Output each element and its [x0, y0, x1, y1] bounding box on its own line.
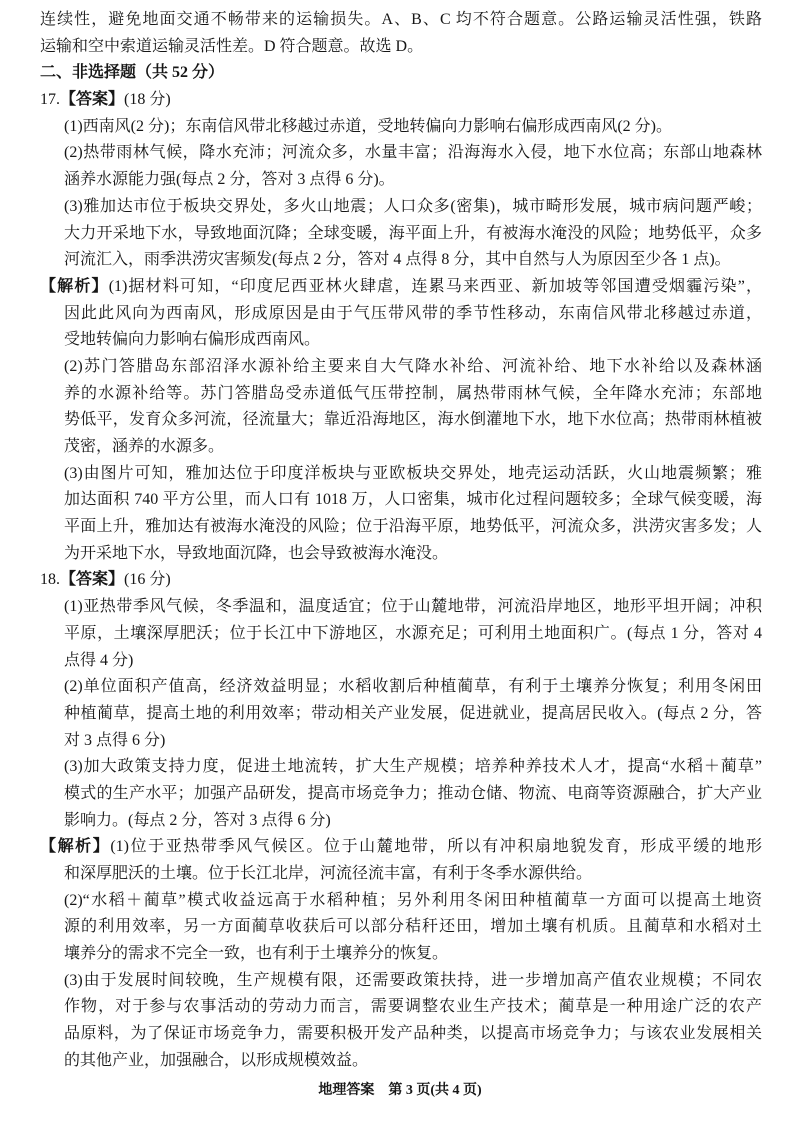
analysis-line: 茂密，涵养的水源多。 — [64, 438, 225, 455]
analysis-line: (3)由于发展时间较晚，生产规模有限，还需要政策扶持，进一步增加高产值农业规模；不同农 — [64, 971, 762, 989]
answer-part-3 — [0, 754, 800, 834]
analysis-line: 平面上升，雅加达有被海水淹没的风险；位于沿海平原，地势低平，河流众多，洪涝灾害多发；人 — [64, 518, 762, 536]
analysis-line: (3)由图片可知，雅加达位于印度洋板块与亚欧板块交界处，地壳运动活跃，火山地震频繁；雅 — [64, 464, 762, 482]
answer-line: (1)西南风(2 分)；东南信风带北移越过赤道，受地转偏向力影响右偏形成西南风(2 分)。 — [64, 117, 672, 135]
analysis-text: (1)据材料可知，“印度尼西亚林火肆虐，连累马来西亚、新加坡等邻国遭受烟霾污染”， — [108, 277, 762, 295]
answer-part-2 — [0, 140, 800, 193]
analysis-line: 品原料，为了保证市场竞争力，需要积极开发产品种类，以提高市场竞争力；与该农业发展相关 — [64, 1025, 762, 1043]
page-footer: 地理答案 第 3 页(共 4 页) — [318, 1083, 482, 1098]
analysis-part-1 — [0, 274, 800, 354]
analysis-line: 和深厚肥沃的土壤。位于长江北岸，河流径流丰富，有利于冬季水源供给。 — [64, 865, 593, 882]
analysis-line: 为开采地下水，导致地面沉降，也会导致被海水淹没。 — [64, 544, 449, 562]
answer-line: 对 3 点得 6 分) — [64, 731, 166, 749]
analysis-line: 因此此风向为西南风，形成原因是由于气压带风带的季节性移动，东南信风带北移越过赤道， — [64, 304, 762, 322]
answer-line: 平原，土壤深厚肥沃；位于长江中下游地区，水源充足；可利用土地面积广。(每点 1 分，答对 4 — [64, 624, 762, 642]
analysis-line — [40, 274, 762, 301]
analysis-line: 养的水源补给等。苏门答腊岛受赤道低气压带控制，属热带雨林气候，全年降水充沛；东部地 — [64, 384, 762, 402]
analysis-part-3 — [0, 461, 800, 568]
analysis-line: 壤养分的需求不完全一致，也有利于土壤养分的恢复。 — [64, 945, 449, 963]
analysis-part-2 — [0, 354, 800, 461]
analysis-line: 受地转偏向力影响右偏形成西南风。 — [64, 331, 321, 349]
analysis-label: 【解析】 — [40, 838, 111, 856]
answer-line: 大力开采地下水，导致地面沉降；全球变暖，海平面上升，有被海水淹没的风险；地势低平，众多 — [64, 224, 762, 242]
answer-part-1 — [0, 114, 800, 141]
answer-line: 种植蔺草，提高土地的利用效率；带动相关产业发展，促进就业，提高居民收入。(每点 2 分，答 — [64, 704, 762, 722]
section-heading: 二、非选择题（共 52 分） — [40, 64, 225, 82]
question-header — [40, 87, 762, 114]
analysis-label: 【解析】 — [40, 277, 109, 295]
analysis-line: 势低平，发育众多河流，径流量大；靠近沿海地区，海水倒灌地下水，地下水位高；热带雨林植被 — [64, 411, 762, 429]
answer-line: 模式的生产水平；加强产品研发，提高市场竞争力；推动仓储、物流、电商等资源融合，扩大产业 — [64, 784, 762, 802]
analysis-line: (2)苏门答腊岛东部沼泽水源补给主要来自大气降水补给、河流补给、地下水补给以及森林涵 — [64, 357, 762, 375]
carryover-paragraph — [0, 7, 800, 60]
question-number: 17. — [40, 91, 60, 109]
analysis-part-2 — [0, 888, 800, 968]
answer-line: (2)热带雨林气候，降水充沛；河流众多，水量丰富；沿海海水入侵，地下水位高；东部山地森林 — [64, 144, 762, 162]
answer-line: (2)单位面积产值高，经济效益明显；水稻收割后种植蔺草，有利于土壤养分恢复；利用冬闲田 — [64, 678, 762, 696]
answer-label: 【答案】 — [60, 91, 125, 109]
answer-line: (3)雅加达市位于板块交界处，多火山地震；人口众多(密集)，城市畸形发展，城市病问题严峻； — [64, 197, 762, 215]
answer-label: 【答案】 — [60, 571, 125, 589]
answer-line: (1)亚热带季风气候，冬季温和，温度适宜；位于山麓地带，河流沿岸地区，地形平坦开阔；冲积 — [64, 598, 762, 616]
analysis-line: 的其他产业，加强融合，以形成规模效益。 — [64, 1051, 369, 1069]
page-body — [0, 7, 800, 1075]
analysis-line — [40, 834, 762, 861]
answer-line: 涵养水源能力强(每点 2 分，答对 3 点得 6 分)。 — [64, 171, 395, 189]
question-17 — [0, 87, 800, 567]
answer-line: 河流汇入，雨季洪涝灾害频发(每点 2 分，答对 4 点得 8 分，其中自然与人为原因至少各 1 点)。 — [64, 251, 731, 269]
answer-line: 点得 4 分) — [64, 651, 134, 669]
analysis-text: (1)位于亚热带季风气候区。位于山麓地带，所以有冲积扇地貌发育，形成平缓的地形 — [110, 838, 762, 856]
question-number: 18. — [40, 571, 60, 589]
question-18 — [0, 567, 800, 1074]
analysis-part-3 — [0, 968, 800, 1075]
analysis-part-1 — [0, 834, 800, 887]
answer-part-3 — [0, 194, 800, 274]
answer-line: 影响力。(每点 2 分，答对 3 点得 6 分) — [64, 811, 331, 829]
analysis-line: (2)“水稻＋蔺草”模式收益远高于水稻种植；另外利用冬闲田种植蔺草一方面可以提高土地资 — [64, 891, 762, 909]
question-score: (16 分) — [124, 571, 171, 589]
answer-part-2 — [0, 674, 800, 754]
answer-part-1 — [0, 594, 800, 674]
answer-line: (3)加大政策支持力度，促进土地流转，扩大生产规模；培养种养技术人才，提高“水稻＋蔺草” — [64, 758, 762, 776]
analysis-line: 作物，对于参与农事活动的劳动力而言，需要调整农业生产技术；蔺草是一种用途广泛的农产 — [64, 998, 762, 1016]
question-score: (18 分) — [124, 91, 171, 109]
analysis-line: 源的利用效率，另一方面蔺草收获后可以部分秸秆还田，增加土壤有机质。且蔺草和水稻对土 — [64, 918, 762, 936]
analysis-line: 加达面积 740 平方公里，而人口有 1018 万，人口密集，城市化过程问题较多；全球气候变暖，海 — [64, 491, 762, 509]
question-header — [40, 567, 762, 594]
text-line: 运输和空中索道运输灵活性差。D 符合题意。故选 D。 — [40, 37, 424, 55]
text-line: 连续性，避免地面交通不畅带来的运输损失。A、B、C 均不符合题意。公路运输灵活性强，铁路 — [40, 11, 762, 28]
